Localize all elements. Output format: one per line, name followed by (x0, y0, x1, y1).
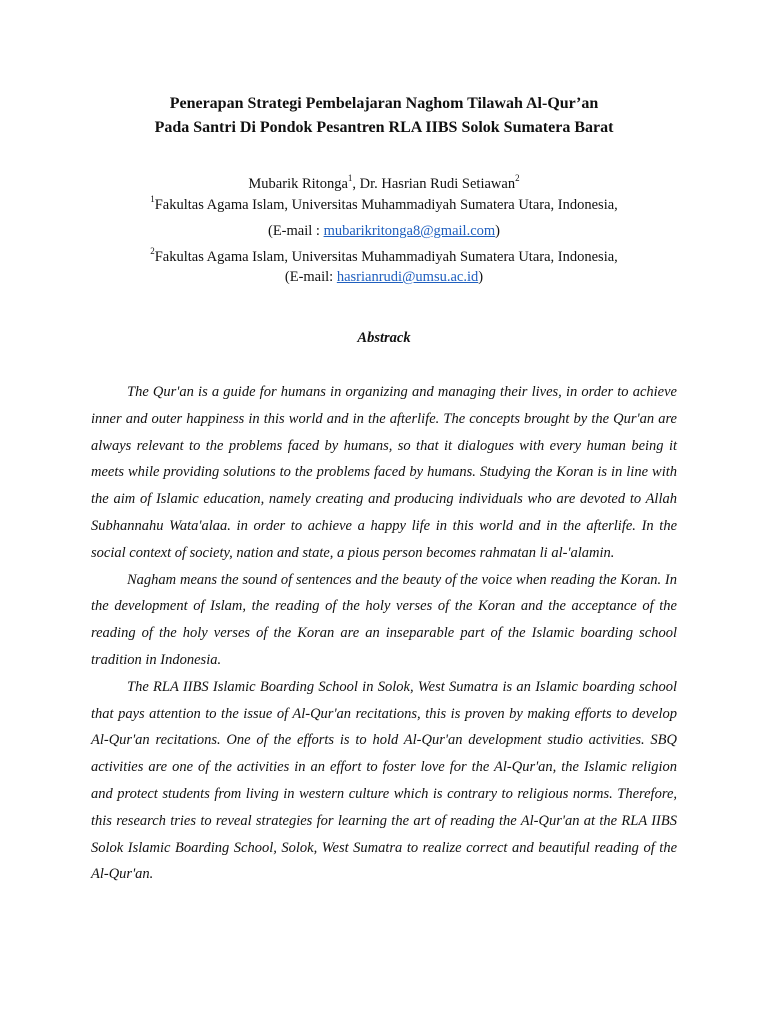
abstract-paragraph-3: The RLA IIBS Islamic Boarding School in Solok, West Sumatra is an Islamic boarding school that pays attention to the issue of Al-Qur'an recitations, this is proven by making efforts to develop Al-Qur'an recitations. One of the efforts is to hold Al-Qur'an development studio activities. SBQ activities are one of the activities in an effort to foster love for the Al-Qur'an, the Islamic religion and protect students from living in western culture which is contrary to religious norms. Therefore, this research tries to reveal strategies for learning the art of reading the Al-Qur'an at the RLA IIBS Solok Islamic Boarding School, Solok, West Sumatra to realize correct and beautiful reading of the Al-Qur'an. (91, 678, 677, 883)
email-2-line (0, 267, 768, 287)
email-2-prefix: (E-mail: (284, 269, 337, 285)
paper-title-line-2: Pada Santri Di Pondok Pesantren RLA IIBS Solok Sumatera Barat (154, 119, 614, 136)
affiliation-2-text: Fakultas Agama Islam, Universitas Muhammadiyah Sumatera Utara, Indonesia, (154, 249, 618, 265)
email-1-line (0, 221, 768, 241)
abstract-heading: Abstrack (357, 330, 411, 346)
email-2-link[interactable]: hasrianrudi@umsu.ac.id (336, 269, 479, 285)
affiliation-2 (0, 247, 768, 267)
affiliation-2-mark: 2 (150, 246, 155, 257)
author-1-affiliation-mark: 1 (347, 173, 353, 184)
author-separator: , (352, 176, 360, 192)
affiliation-1-mark: 1 (150, 194, 155, 205)
email-1-suffix: ) (495, 223, 501, 239)
author-1-name: Mubarik Ritonga (248, 176, 348, 192)
email-1-link[interactable]: mubarikritonga8@gmail.com (323, 223, 496, 239)
author-list (0, 174, 768, 194)
abstract-paragraph-1: The Qur'an is a guide for humans in organizing and managing their lives, in order to achieve inner and outer happiness in this world and in the afterlife. The concepts brought by the Qur'an are always relevant to the problems faced by humans, so that it dialogues with every human being it meets while providing solutions to the problems faced by humans. Studying the Koran is in line with the aim of Islamic education, namely creating and producing individuals who are devoted to Allah Subhannahu Wata'alaa. in order to achieve a happy life in this world and in the afterlife. In the social context of society, nation and state, a pious person becomes rahmatan li al-'alamin. (91, 384, 677, 561)
affiliation-1-text: Fakultas Agama Islam, Universitas Muhammadiyah Sumatera Utara, Indonesia, (154, 197, 618, 213)
affiliation-1 (0, 195, 768, 215)
paper-title-line-1: Penerapan Strategi Pembelajaran Naghom Tilawah Al-Qur’an (169, 95, 599, 112)
author-2-affiliation-mark: 2 (515, 173, 520, 184)
abstract-paragraph-2: Nagham means the sound of sentences and the beauty of the voice when reading the Koran. In the development of Islam, the reading of the holy verses of the Koran and the acceptance of the reading of the holy verses of the Koran are an inseparable part of the Islamic boarding school tradition in Indonesia. (91, 571, 677, 668)
email-2-suffix: ) (478, 269, 484, 285)
abstract-body (91, 379, 677, 888)
author-2-name: Dr. Hasrian Rudi Setiawan (359, 176, 516, 192)
email-1-prefix: (E-mail : (267, 223, 324, 239)
